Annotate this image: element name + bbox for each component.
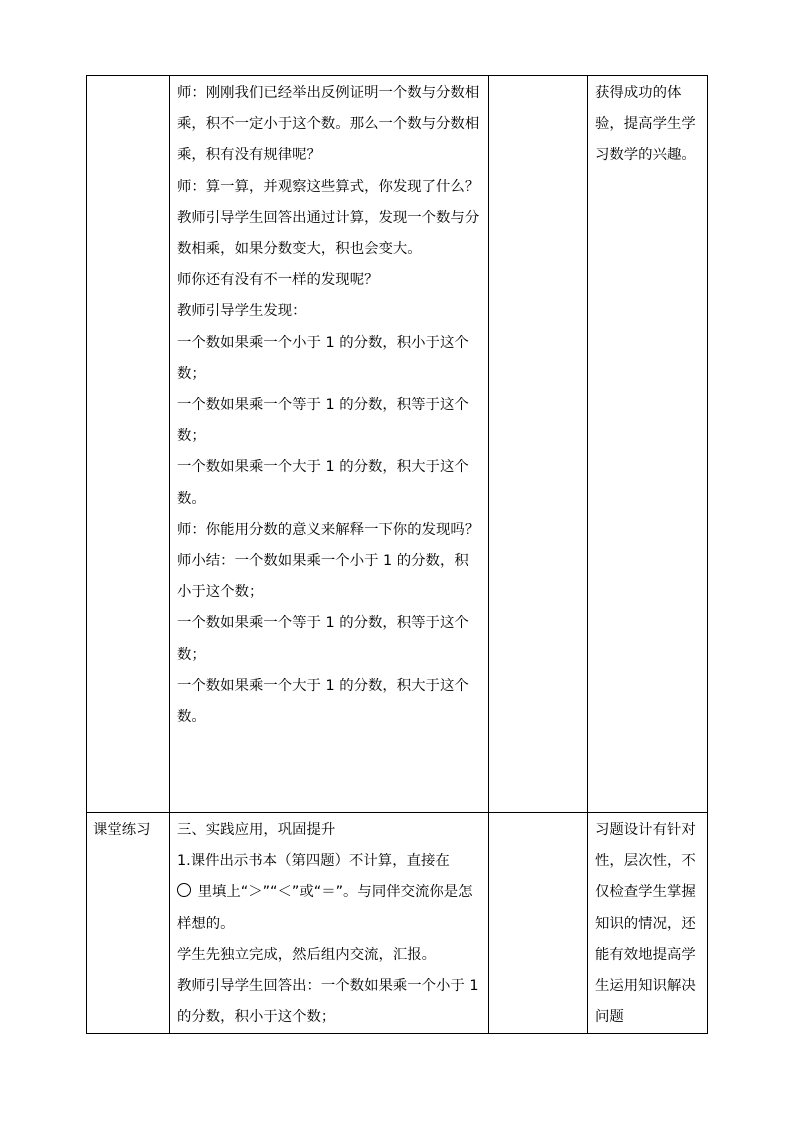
circle-icon <box>177 883 191 897</box>
process-paragraph: 一个数如果乘一个大于 1 的分数，积大于这个数。 <box>177 459 469 507</box>
design-intent <box>588 813 707 1033</box>
exercise-text-cont: 里填上“＞”“＜”或“＝”。与同伴交流你是怎样想的。 <box>177 884 473 932</box>
process-paragraph: 一个数如果乘一个等于 1 的分数，积等于这个数； <box>177 397 469 445</box>
stage-label: 课堂练习 <box>93 822 151 838</box>
process-heading: 三、实践应用，巩固提升 <box>177 822 336 838</box>
process-paragraph: 学生先独立完成，然后组内交流，汇报。 <box>177 946 437 963</box>
process-cell <box>170 813 489 1034</box>
design-intent-cell <box>588 76 708 813</box>
process-paragraph: 师你还有没有不一样的发现呢？ <box>177 272 379 289</box>
table-row <box>87 76 708 813</box>
student-activity-cell <box>489 76 588 813</box>
process-paragraph: 一个数如果乘一个大于 1 的分数，积大于这个数。 <box>177 677 469 726</box>
teaching-process <box>170 813 488 1033</box>
stage-cell <box>87 76 170 813</box>
design-intent-cell <box>588 813 708 1034</box>
process-paragraph: 教师引导学生发现： <box>177 303 307 320</box>
process-paragraph: 一个数如果乘一个小于 1 的分数，积小于这个数； <box>177 334 469 382</box>
process-paragraph: 教师引导学生回答出通过计算，发现一个数与分数相乘，如果分数变大，积也会变大。 <box>177 209 480 258</box>
exercise-text: 1.课件出示书本（第四题）不计算，直接在 <box>177 853 450 870</box>
intent-paragraph: 习题设计有针对 性，层次性，不仅检查学生掌握知识的情况，还能有效地提高学生运用知识解决问题 <box>595 822 696 1026</box>
process-paragraph: 师小结：一个数如果乘一个小于 1 的分数，积小于这个数； <box>177 553 469 601</box>
process-paragraph: 师：算一算，并观察这些算式，你发现了什么？ <box>177 178 480 195</box>
teaching-process <box>170 76 488 733</box>
table-row <box>87 813 708 1034</box>
process-paragraph: 一个数如果乘一个等于 1 的分数，积等于这个数； <box>177 615 469 663</box>
design-intent <box>588 76 707 172</box>
process-paragraph: 师：你能用分数的意义来解释一下你的发现吗？ <box>177 521 480 538</box>
process-paragraph: 教师引导学生回答出：一个数如果乘一个小于 1 的分数，积小于这个数； <box>177 978 479 1026</box>
intent-paragraph: 获得成功的体验，提高学生学习数学的兴趣。 <box>595 85 696 164</box>
process-cell <box>170 76 489 813</box>
stage-label <box>87 76 169 78</box>
student-activity-cell <box>489 813 588 1034</box>
process-paragraph: 师：刚刚我们已经举出反例证明一个数与分数相乘，积不一定小于这个数。那么一个数与分数相乘，积有没有规律呢？ <box>177 85 480 164</box>
process-paragraph <box>177 846 482 940</box>
lesson-plan-table <box>86 75 708 1034</box>
stage-cell <box>87 813 170 1034</box>
